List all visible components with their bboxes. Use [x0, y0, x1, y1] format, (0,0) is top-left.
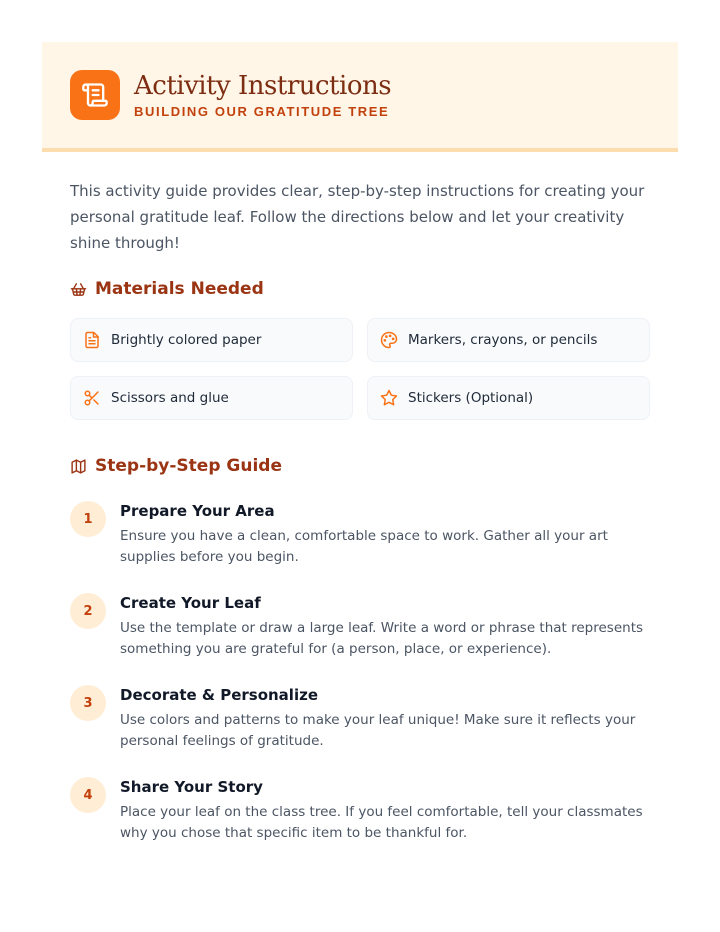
- step-number: 3: [70, 685, 106, 721]
- header: [42, 42, 678, 152]
- step-text: Use the template or draw a large leaf. Write a word or phrase that represents something you are grateful for (a person, place, or experience).: [120, 620, 644, 657]
- step-item: [70, 776, 660, 868]
- intro-text: This activity guide provides clear, step-by-step instructions for creating your personal gratitude leaf. Follow the directions below and let your creativity shine through!: [70, 182, 645, 252]
- scissors-icon: [83, 389, 101, 407]
- step-number: 1: [70, 501, 106, 537]
- step-item: [70, 592, 660, 684]
- materials-grid: [70, 318, 650, 420]
- step-title: Share Your Story: [120, 778, 263, 796]
- step-title: Prepare Your Area: [120, 502, 275, 520]
- material-label: Markers, crayons, or pencils: [408, 332, 598, 348]
- step-text: Place your leaf on the class tree. If you feel comfortable, tell your classmates why you chose that specific item to be thankful for.: [120, 804, 643, 841]
- steps-list: [70, 500, 660, 868]
- material-item: [367, 318, 650, 362]
- step-text: Use colors and patterns to make your leaf unique! Make sure it reflects your personal feelings of gratitude.: [120, 712, 636, 749]
- material-label: Scissors and glue: [111, 390, 229, 406]
- steps-heading-label: Step-by-Step Guide: [95, 456, 282, 476]
- logo-badge: [70, 70, 120, 120]
- page-title: Activity Instructions: [134, 71, 392, 101]
- step-number: 2: [70, 593, 106, 629]
- materials-heading: [70, 279, 264, 299]
- material-item: [70, 318, 353, 362]
- palette-icon: [380, 331, 398, 349]
- materials-heading-label: Materials Needed: [95, 279, 264, 299]
- step-title: Create Your Leaf: [120, 594, 261, 612]
- star-icon: [380, 389, 398, 407]
- step-item: [70, 500, 660, 592]
- step-item: [70, 684, 660, 776]
- steps-heading: [70, 456, 282, 476]
- map-icon: [70, 458, 87, 475]
- step-text: Ensure you have a clean, comfortable space to work. Gather all your art supplies before you begin.: [120, 528, 608, 565]
- material-label: Stickers (Optional): [408, 390, 534, 406]
- page-subtitle: BUILDING OUR GRATITUDE TREE: [134, 104, 390, 119]
- file-text-icon: [83, 331, 101, 349]
- material-item: [367, 376, 650, 420]
- step-number: 4: [70, 777, 106, 813]
- basket-icon: [70, 281, 87, 298]
- step-title: Decorate & Personalize: [120, 686, 318, 704]
- material-item: [70, 376, 353, 420]
- material-label: Brightly colored paper: [111, 332, 262, 348]
- scroll-icon: [81, 81, 109, 109]
